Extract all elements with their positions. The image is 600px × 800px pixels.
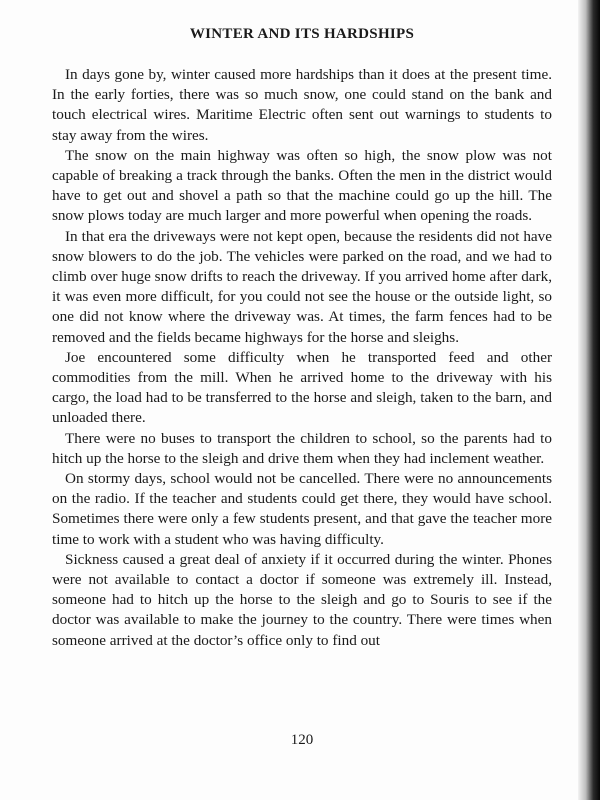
paragraph: The snow on the main highway was often so high, the snow plow was not capable of breaking a track through the banks. Often the men in the district would have to get out and shovel a path so that the machine could go up the hill. The snow plows today are much larger and more powerful when opening the roads. bbox=[52, 146, 552, 225]
paragraph: In days gone by, winter caused more hardships than it does at the present time. In the early forties, there was so much snow, one could stand on the bank and touch electrical wires. Maritime Electric often sent out warnings to students to stay away from the wires. bbox=[52, 66, 552, 144]
paragraph: Sickness caused a great deal of anxiety if it occurred during the winter. Phones were not available to contact a doctor if someone was extremely ill. Instead, someone had to hitch up the horse to the sleigh and go to Souris to see if the doctor was available to make the journey to the country. There were times when someone arrived at the doctor’s office only to find out bbox=[52, 550, 552, 649]
paragraph: In that era the driveways were not kept open, because the residents did not have snow blowers to do the job. The vehicles were parked on the road, and we had to climb over huge snow drifts to reach the driveway. If you arrived home after dark, it was even more difficult, for you could not see the house or the outside light, so one did not know where the driveway was. At times, the farm fences had to be removed and the fields became highways for the horse and sleighs. bbox=[52, 227, 552, 346]
paragraph: Joe encountered some difficulty when he transported feed and other commodities from the mill. When he arrived home to the driveway with his cargo, the load had to be transferred to the horse and sleigh, taken to the barn, and unloaded there. bbox=[52, 348, 552, 427]
paragraph: On stormy days, school would not be cancelled. There were no announcements on the radio. If the teacher and students could get there, they would have school. Sometimes there were only a few students present, and that gave the teacher more time to work with a student who was having difficulty. bbox=[52, 470, 552, 548]
page-edge-shadow bbox=[578, 0, 600, 800]
page-number: 120 bbox=[290, 732, 314, 748]
chapter-title: WINTER AND ITS HARDSHIPS bbox=[189, 26, 415, 42]
body-text bbox=[52, 65, 552, 651]
paragraph: There were no buses to transport the children to school, so the parents had to hitch up the horse to the sleigh and drive them when they had inclement weather. bbox=[52, 429, 552, 467]
